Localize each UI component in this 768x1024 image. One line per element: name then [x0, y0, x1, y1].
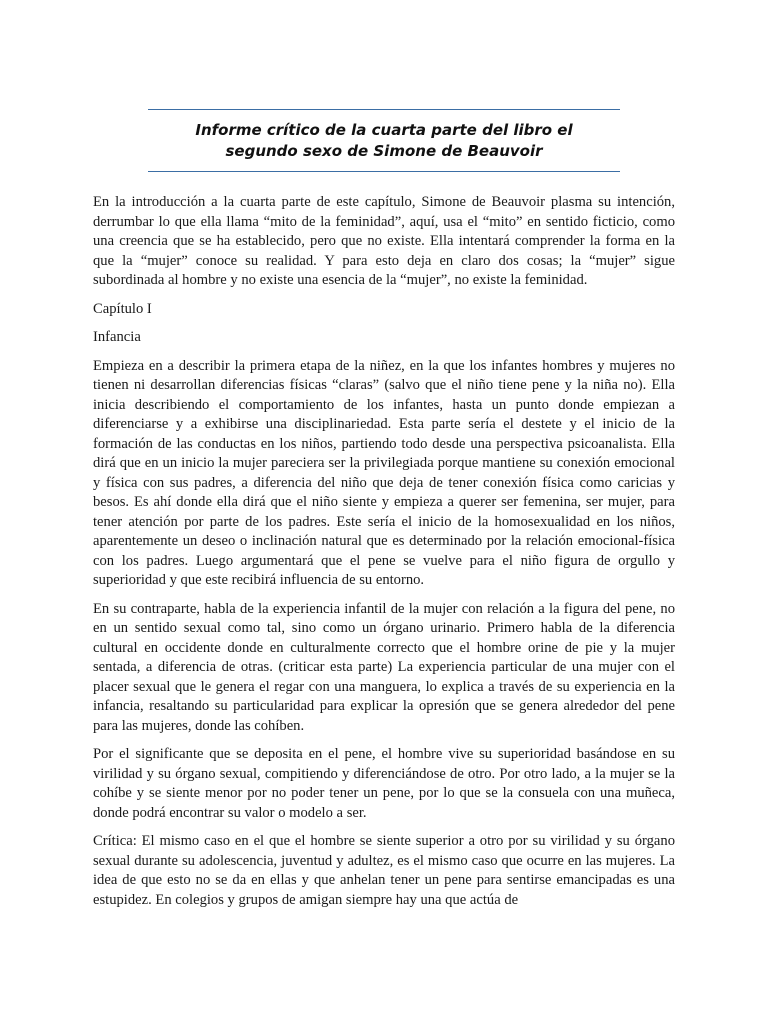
- section-heading: Infancia: [93, 329, 141, 345]
- chapter-heading: Capítulo I: [93, 300, 152, 317]
- document-body: [93, 193, 675, 919]
- body-paragraph: Por el significante que se deposita en el pene, el hombre vive su superioridad basándose en su virilidad y su órgano sexual, compitiendo y diferenciándose de otro. Por otro lado, a la mujer se la cohíbe y se siente menor por no poder tener un pene, por lo que se la consuela con una muñeca, donde podrá encontrar su valor o modelo a ser.: [93, 746, 675, 821]
- body-paragraph: En su contraparte, habla de la experiencia infantil de la mujer con relación a la figura del pene, no en un sentido sexual como tal, sino como un órgano urinario. Primero habla de la diferencia cultural en occidente donde en culturalmente correcto que el hombre orine de pie y la mujer sentada, a diferencia de otras. (criticar esta parte) La experiencia particular de una mujer con el placer sexual que le genera el regar con una manguera, lo explica a través de su experiencia en la infancia, resaltando su particularidad para explicar la opresión que se genera alrededor del pene para las mujeres, donde las cohíben.: [93, 600, 675, 734]
- document-title: [148, 120, 620, 162]
- title-top-rule: [148, 109, 620, 110]
- intro-paragraph: En la introducción a la cuarta parte de este capítulo, Simone de Beauvoir plasma su intención, derrumbar lo que ella llama “mito de la feminidad”, aquí, usa el “mito” en sentido ficticio, como una creencia que se ha establecido, pero que no existe. Ella intentará comprender la forma en la que la “mujer” conoce su realidad. Y para esto deja en claro dos cosas; la “mujer” sigue subordinada al hombre y no existe una esencia de la “mujer”, no existe la feminidad.: [93, 194, 675, 288]
- critique-paragraph: Crítica: El mismo caso en el que el hombre se siente superior a otro por su virilidad y su órgano sexual durante su adolescencia, juventud y adultez, es el mismo caso que ocurre en las mujeres. La idea de que esto no se da en ellas y que anhelan tener un pene para sentirse emancipadas es una estupidez. En colegios y grupos de amigan siempre hay una que actúa de: [93, 833, 675, 908]
- title-line-1: Informe crítico de la cuarta parte del libro el: [195, 121, 573, 139]
- title-bottom-rule: [148, 171, 620, 172]
- title-line-2: segundo sexo de Simone de Beauvoir: [225, 142, 543, 160]
- body-paragraph: Empieza en a describir la primera etapa de la niñez, en la que los infantes hombres y mujeres no tienen ni desarrollan diferencias físicas “claras” (salvo que el niño tiene pene y la niña no). Ella inicia describiendo el comportamiento de los infantes, hasta un punto donde empiezan a diferenciarse y a exhibirse una disciplinariedad. Esta parte sería el destete y el inicio de la formación de las conductas en los niños, partiendo todo desde una perspectiva psicoanalista. Ella dirá que en un inicio la mujer pareciera ser la privilegiada porque mantiene su conexión emocional y física con sus padres, a diferencia del niño que deja de tener conexión física como caricias y besos. Es ahí donde ella dirá que el niño siente y empieza a querer ser femenina, ser mujer, para tener atención por parte de los padres. Este sería el inicio de la homosexualidad en los niños, aparentemente un deseo o inclinación natural que es determinado por la relación emocional-física con los padres. Luego argumentará que el pene se vuelve para el niño figura de orgullo y superioridad y que este recibirá influencia de su entorno.: [93, 357, 675, 588]
